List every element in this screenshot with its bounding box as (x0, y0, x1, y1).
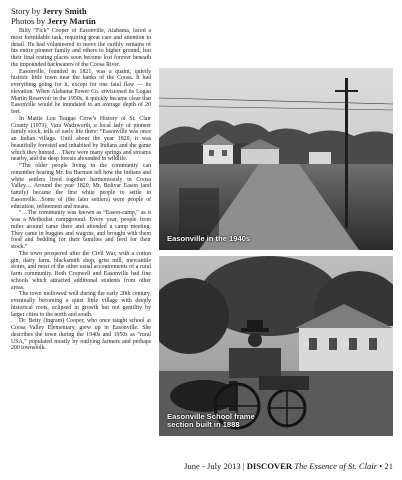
article-paragraph: “The older people living in the community can remember hearing Mr. Ira Harmon tell how the Indians and white settlers lived together harmoniously in Coosa Valley… Around the year 1820, Mr. Bolivar Eason (and family) became the first white people to settle in Easonville…Some of (the later settlers) were people of education, refinement and means. (11, 163, 151, 210)
publication-tagline: The Essence of St. Clair (294, 461, 378, 471)
photo-caption: Easonville School frame section built in 1888 (167, 411, 255, 429)
article-paragraph: “…The community was known as “Eason-camp,” as it was a Methodist campground. Every year, people from miles around came there and attended a camp meeting. They came in buggies and wagons, and brought with them food and bedding for their families and feed for their stock.” (11, 210, 151, 250)
easonville-1940s-photo (159, 68, 393, 250)
publication-name: DISCOVER (246, 461, 293, 471)
article-paragraph: The town prospered after the Civil War, with a cotton gin, dairy farm, blacksmith shop, grist mill, mercantile stores, and most of the other usual accoutrements of a rural farm community. Both Cropwell and Easonville had fine schools which attracted additional students from other areas. (11, 250, 151, 291)
photo-credit-prefix: Photos by (11, 16, 46, 26)
street-scene-illustration (159, 68, 393, 250)
article-paragraph: The town mellowed well during the early 20th century, eventually becoming a quiet little village with deeply historical roots, eclipsed in growth but not gentility by larger cities to the north and south. (11, 291, 151, 318)
story-credit-prefix: Story by (11, 6, 41, 16)
article-paragraph: Billy “Fick” Cooper of Easonville, Alabama, faced a most formidable task, requiring great care and attention to detail. He had volunteered to move the earthly remains of his entire pioneer family and others to higher ground, lest their final resting places soon become lost forever beneath the impounded backwaters of the Coosa River. (11, 28, 151, 68)
article-paragraph: Dr. Betty (Ingram) Cooper, who once taught school at Coosa Valley Elementary, grew up in Easonville. She describes the town during the 1940s and 1950s as “rural USA,” populated mostly by outlying farmers and perhaps 200 townsfolk. (11, 318, 151, 352)
page-number: • 21 (379, 461, 393, 471)
story-credit (11, 6, 161, 16)
photo-caption: Easonville in the 1940s (167, 233, 251, 243)
story-author: Jerry Smith (42, 6, 87, 16)
byline (11, 6, 161, 26)
photo-author: Jerry Martin (47, 16, 96, 26)
article-body (11, 28, 151, 442)
photo-credit (11, 16, 161, 26)
issue-date: June - July 2013 | (184, 461, 245, 471)
article-paragraph: In Mattie Lou Teague Crow’s History of St. Clair County (1973), Vara Wadsworth, a local lady of pioneer family stock, tells of early life there: “Easonville was once an Indian village. Until about the year 1820, it was beautifully forested and inhabited by Indians and the game which they hunted… There were many springs and streams nearby, and the deep forests abounded in wildlife. (11, 115, 151, 163)
page-footer (184, 461, 393, 471)
school-wagon-illustration (159, 256, 393, 436)
article-paragraph: Easonville, founded in 1821, was a quaint, quietly historic little town near the banks of the Coosa. It had everything going for it, except for one fatal flaw — its elevation. When Alabama Power Co. envisioned its Logan Martin Reservoir in the 1950s, it quickly became clear that Easonville would be inundated to an average depth of 20 feet. (11, 68, 151, 115)
easonville-school-photo (159, 256, 393, 436)
